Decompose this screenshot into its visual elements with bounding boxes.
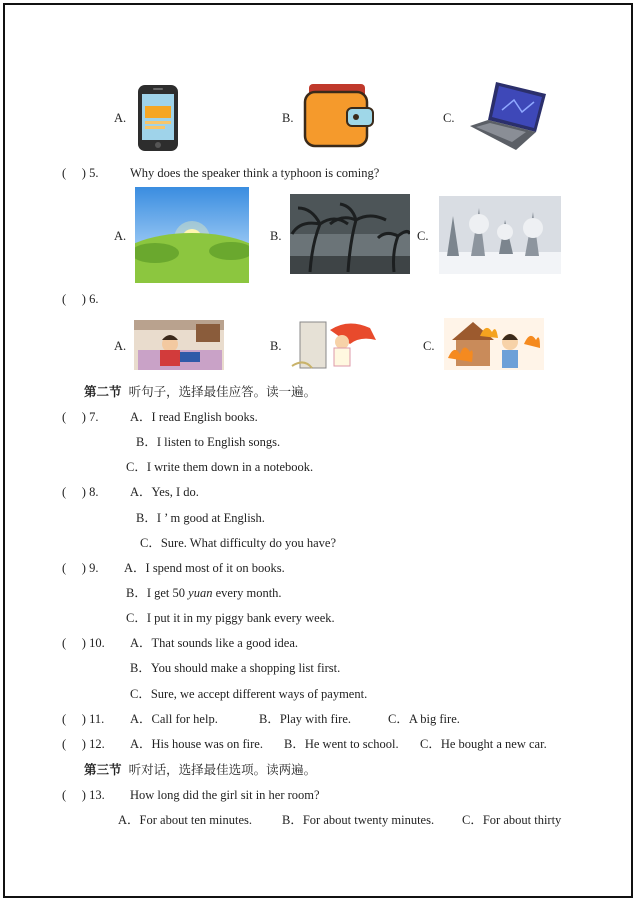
q9-option-c: C．I put it in my piggy bank every week. [126,611,335,625]
storm-palm-trees-image [290,194,410,274]
q5-option-b-label: B. [270,229,282,243]
section2-heading [84,384,316,400]
q10-number: ( ) 10. [62,636,105,650]
section3-title: 第三节 [84,763,122,777]
q6-option-a-label: A. [114,339,127,353]
q13-question: How long did the girl sit in her room? [130,788,320,802]
q13-number: ( ) 13. [62,788,105,802]
q5-option-c-label: C. [417,229,429,243]
q13-option-c: C．For about thirty [462,813,562,827]
q4-option-a-label: A. [114,111,127,125]
q4-option-b-label: B. [282,111,294,125]
q13-option-a: A．For about ten minutes. [118,813,253,827]
q11-option-b: B．Play with fire. [259,712,352,726]
laptop-icon [466,80,554,152]
q10-option-b: B．You should make a shopping list first. [130,661,341,675]
q6-option-c-label: C. [423,339,435,353]
q9-option-a: A．I spend most of it on books. [124,561,285,575]
section2-title: 第二节 [84,385,122,399]
q7-option-a: A．I read English books. [130,410,258,424]
q12-number: ( ) 12. [62,737,105,751]
section3-instruction: 听对话，选择最佳选项。读两遍。 [128,763,317,777]
wallet-icon [303,82,375,148]
q8-option-a: A．Yes, I do. [130,485,199,499]
mobile-phone-icon [137,84,179,152]
q13-option-b: B．For about twenty minutes. [282,813,435,827]
person-reading-image [134,320,224,370]
q9-option-b-italic: yuan [188,586,213,600]
q11-number: ( ) 11. [62,712,105,726]
snowy-forest-image [439,196,561,274]
sunny-field-image [135,187,249,283]
q6-option-b-label: B. [270,339,282,353]
burning-house-image [444,318,544,370]
q12-option-b: B．He went to school. [284,737,399,751]
q9-option-b-post: every month. [212,586,282,600]
q9-option-b-pre: B．I get 50 [126,586,189,600]
section3-heading [84,762,316,778]
q10-option-a: A．That sounds like a good idea. [130,636,299,650]
q8-option-c: C．Sure. What difficulty do you have? [140,536,337,550]
q5-question: Why does the speaker think a typhoon is coming? [130,166,380,180]
q11-option-a: A．Call for help. [130,712,218,726]
q12-option-a: A．His house was on fire. [130,737,263,751]
q11-option-c: C．A big fire. [388,712,460,726]
q6-number: ( ) 6. [62,292,99,306]
q9-number: ( ) 9. [62,561,99,575]
q8-option-b: B．I ’ m good at English. [136,511,265,525]
q5-number: ( ) 5. [62,166,99,180]
q7-number: ( ) 7. [62,410,99,424]
q4-option-c-label: C. [443,111,455,125]
q10-option-c: C．Sure, we accept different ways of payment. [130,687,368,701]
section2-instruction: 听句子，选择最佳应答。读一遍。 [128,385,317,399]
q12-option-c: C．He bought a new car. [420,737,547,751]
person-at-door-image [290,318,378,370]
q5-option-a-label: A. [114,229,127,243]
q9-option-b [126,585,282,601]
q7-option-b: B．I listen to English songs. [136,435,281,449]
q8-number: ( ) 8. [62,485,99,499]
q7-option-c: C．I write them down in a notebook. [126,460,314,474]
